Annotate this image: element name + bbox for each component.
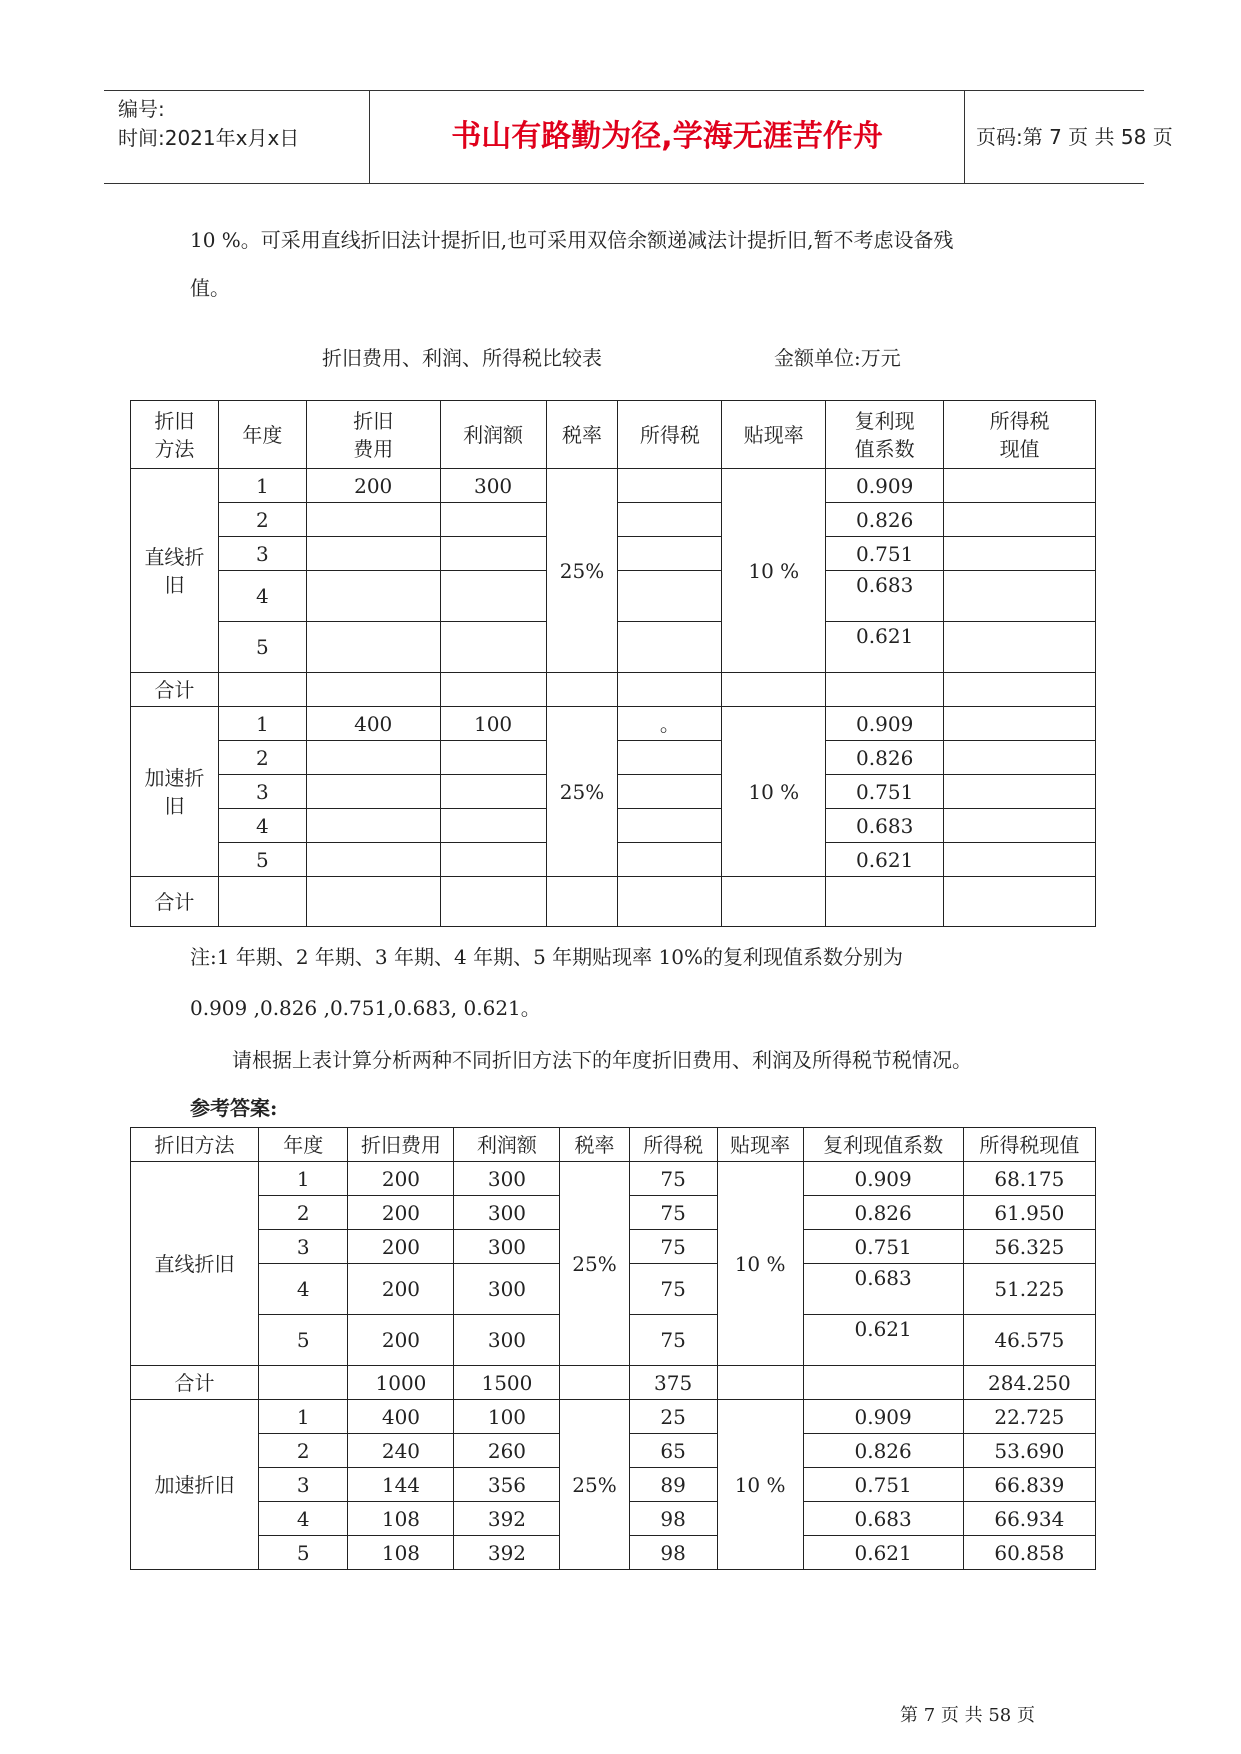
empty-cell xyxy=(717,1366,803,1400)
comparison-table-blank xyxy=(130,400,1096,927)
number-label: 编号: xyxy=(118,97,165,121)
header-cell: 折旧方法 xyxy=(131,1128,259,1162)
factor-cell: 0.751 xyxy=(826,537,944,571)
tax-cell xyxy=(618,775,722,809)
header-meta xyxy=(118,95,368,153)
factor-cell: 0.826 xyxy=(826,741,944,775)
factor-cell: 0.909 xyxy=(803,1162,963,1196)
factor-cell: 0.683 xyxy=(826,571,944,622)
pv-cell: 68.175 xyxy=(963,1162,1095,1196)
tax-cell: 75 xyxy=(629,1196,717,1230)
tax-cell xyxy=(618,503,722,537)
profit-cell xyxy=(440,809,546,843)
year-cell: 2 xyxy=(259,1196,348,1230)
table-row xyxy=(131,1162,1096,1196)
empty-cell xyxy=(546,877,618,927)
factor-cell: 0.909 xyxy=(826,707,944,741)
year-cell: 1 xyxy=(259,1162,348,1196)
factor-cell: 0.621 xyxy=(826,843,944,877)
header-divider xyxy=(369,91,370,183)
answer-title: 参考答案: xyxy=(190,1096,278,1120)
year-cell: 4 xyxy=(218,571,306,622)
discount-rate-cell: 10 % xyxy=(717,1162,803,1366)
header-divider xyxy=(964,91,965,183)
header-cell: 所得税 xyxy=(629,1128,717,1162)
unit-label: 金额单位:万元 xyxy=(774,346,901,370)
empty-cell xyxy=(618,673,722,707)
method-cell: 加速折旧 xyxy=(131,1400,259,1570)
factor-cell: 0.826 xyxy=(826,503,944,537)
pv-cell xyxy=(944,707,1096,741)
profit-cell xyxy=(440,622,546,673)
dep-cell xyxy=(306,741,440,775)
empty-cell xyxy=(944,673,1096,707)
tax-cell xyxy=(618,741,722,775)
tax-cell: 65 xyxy=(629,1434,717,1468)
factor-cell: 0.909 xyxy=(803,1400,963,1434)
header-cell: 贴现率 xyxy=(717,1128,803,1162)
profit-cell xyxy=(440,571,546,622)
empty-cell xyxy=(440,877,546,927)
dep-cell xyxy=(306,571,440,622)
header-cell: 利润额 xyxy=(454,1128,560,1162)
pv-cell: 66.839 xyxy=(963,1468,1095,1502)
header-cell: 折旧 方法 xyxy=(131,401,219,469)
header-cell: 所得税 现值 xyxy=(944,401,1096,469)
empty-cell xyxy=(722,877,826,927)
pv-cell: 56.325 xyxy=(963,1230,1095,1264)
tax-cell: 75 xyxy=(629,1315,717,1366)
header-cell: 所得税 xyxy=(618,401,722,469)
table-header-row xyxy=(131,401,1096,469)
year-cell: 4 xyxy=(259,1502,348,1536)
total-dep: 1000 xyxy=(348,1366,454,1400)
profit-cell: 300 xyxy=(454,1264,560,1315)
table-row xyxy=(131,707,1096,741)
dep-cell: 108 xyxy=(348,1502,454,1536)
header-cell: 年度 xyxy=(259,1128,348,1162)
dep-cell xyxy=(306,809,440,843)
tax-cell: 98 xyxy=(629,1502,717,1536)
instruction-text: 请根据上表计算分析两种不同折旧方法下的年度折旧费用、利润及所得税节税情况。 xyxy=(232,1048,972,1072)
profit-cell: 392 xyxy=(454,1502,560,1536)
pv-cell xyxy=(944,622,1096,673)
total-row xyxy=(131,673,1096,707)
factor-cell: 0.683 xyxy=(803,1264,963,1315)
intro-line-1: 10 %。可采用直线折旧法计提折旧,也可采用双倍余额递减法计提折旧,暂不考虑设备残 xyxy=(190,228,954,252)
year-cell: 3 xyxy=(218,775,306,809)
tax-cell: 75 xyxy=(629,1162,717,1196)
year-cell: 1 xyxy=(218,469,306,503)
factor-cell: 0.826 xyxy=(803,1196,963,1230)
dep-cell: 400 xyxy=(348,1400,454,1434)
total-row xyxy=(131,1366,1096,1400)
year-cell: 3 xyxy=(218,537,306,571)
note-line-1: 注:1 年期、2 年期、3 年期、4 年期、5 年期贴现率 10%的复利现值系数分别为 xyxy=(190,945,903,969)
pv-cell: 66.934 xyxy=(963,1502,1095,1536)
header-motto: 书山有路勤为径,学海无涯苦作舟 xyxy=(451,119,883,154)
pv-cell: 53.690 xyxy=(963,1434,1095,1468)
header-cell: 折旧 费用 xyxy=(306,401,440,469)
tax-rate-cell: 25% xyxy=(560,1400,629,1570)
table-row xyxy=(131,469,1096,503)
factor-cell: 0.621 xyxy=(826,622,944,673)
header-page-label: 页码:第 7 页 共 58 页 xyxy=(976,125,1173,149)
header-cell: 年度 xyxy=(218,401,306,469)
pv-cell: 61.950 xyxy=(963,1196,1095,1230)
year-cell: 3 xyxy=(259,1230,348,1264)
dep-cell xyxy=(306,775,440,809)
profit-cell: 100 xyxy=(454,1400,560,1434)
profit-cell: 100 xyxy=(440,707,546,741)
pv-cell xyxy=(944,469,1096,503)
dep-cell: 144 xyxy=(348,1468,454,1502)
header-cell: 利润额 xyxy=(440,401,546,469)
pv-cell xyxy=(944,741,1096,775)
header-cell: 所得税现值 xyxy=(963,1128,1095,1162)
year-cell: 5 xyxy=(218,622,306,673)
year-cell: 2 xyxy=(218,741,306,775)
total-profit: 1500 xyxy=(454,1366,560,1400)
dep-cell: 240 xyxy=(348,1434,454,1468)
dep-cell: 200 xyxy=(348,1264,454,1315)
discount-rate-cell: 10 % xyxy=(722,707,826,877)
method-cell: 直线折旧 xyxy=(131,1162,259,1366)
tax-rate-cell: 25% xyxy=(546,707,618,877)
factor-cell: 0.909 xyxy=(826,469,944,503)
dep-cell: 400 xyxy=(306,707,440,741)
dep-cell: 200 xyxy=(348,1230,454,1264)
tax-cell xyxy=(618,469,722,503)
year-cell: 2 xyxy=(259,1434,348,1468)
empty-cell xyxy=(440,673,546,707)
profit-cell: 392 xyxy=(454,1536,560,1570)
dep-cell xyxy=(306,503,440,537)
pv-cell: 22.725 xyxy=(963,1400,1095,1434)
factor-cell: 0.683 xyxy=(826,809,944,843)
profit-cell: 300 xyxy=(454,1196,560,1230)
profit-cell: 300 xyxy=(454,1315,560,1366)
dep-cell: 200 xyxy=(306,469,440,503)
total-label: 合计 xyxy=(131,673,219,707)
year-cell: 5 xyxy=(218,843,306,877)
dep-cell: 108 xyxy=(348,1536,454,1570)
tax-cell: 98 xyxy=(629,1536,717,1570)
factor-cell: 0.751 xyxy=(803,1468,963,1502)
profit-cell: 300 xyxy=(454,1162,560,1196)
pv-cell xyxy=(944,843,1096,877)
profit-cell: 356 xyxy=(454,1468,560,1502)
profit-cell xyxy=(440,843,546,877)
tax-cell: 75 xyxy=(629,1230,717,1264)
empty-cell xyxy=(560,1366,629,1400)
empty-cell xyxy=(944,877,1096,927)
intro-line-2: 值。 xyxy=(190,276,230,300)
dep-cell xyxy=(306,537,440,571)
profit-cell: 300 xyxy=(440,469,546,503)
method-cell: 直线折 旧 xyxy=(131,469,219,673)
table1-caption: 折旧费用、利润、所得税比较表 xyxy=(322,346,602,370)
empty-cell xyxy=(306,877,440,927)
empty-cell xyxy=(218,877,306,927)
header-cell: 折旧费用 xyxy=(348,1128,454,1162)
factor-cell: 0.621 xyxy=(803,1315,963,1366)
tax-cell xyxy=(618,571,722,622)
total-tax: 375 xyxy=(629,1366,717,1400)
pv-cell xyxy=(944,503,1096,537)
profit-cell xyxy=(440,503,546,537)
factor-cell: 0.826 xyxy=(803,1434,963,1468)
tax-cell: 75 xyxy=(629,1264,717,1315)
year-cell: 4 xyxy=(218,809,306,843)
total-row xyxy=(131,877,1096,927)
pv-cell xyxy=(944,775,1096,809)
tax-rate-cell: 25% xyxy=(560,1162,629,1366)
header-cell: 复利现 值系数 xyxy=(826,401,944,469)
total-label: 合计 xyxy=(131,877,219,927)
empty-cell xyxy=(546,673,618,707)
header-cell: 税率 xyxy=(560,1128,629,1162)
year-cell: 1 xyxy=(259,1400,348,1434)
pv-cell: 51.225 xyxy=(963,1264,1095,1315)
empty-cell xyxy=(803,1366,963,1400)
dep-cell xyxy=(306,622,440,673)
tax-cell xyxy=(618,622,722,673)
header-cell: 贴现率 xyxy=(722,401,826,469)
year-cell: 5 xyxy=(259,1536,348,1570)
profit-cell: 300 xyxy=(454,1230,560,1264)
discount-rate-cell: 10 % xyxy=(717,1400,803,1570)
year-cell: 3 xyxy=(259,1468,348,1502)
page-header xyxy=(104,90,1173,184)
empty-cell xyxy=(722,673,826,707)
empty-cell xyxy=(826,877,944,927)
tax-cell xyxy=(618,843,722,877)
tax-cell: 89 xyxy=(629,1468,717,1502)
profit-cell xyxy=(440,775,546,809)
pv-cell: 46.575 xyxy=(963,1315,1095,1366)
pv-cell xyxy=(944,537,1096,571)
total-pv: 284.250 xyxy=(963,1366,1095,1400)
factor-cell: 0.621 xyxy=(803,1536,963,1570)
dep-cell: 200 xyxy=(348,1196,454,1230)
year-cell: 2 xyxy=(218,503,306,537)
year-cell: 5 xyxy=(259,1315,348,1366)
factor-cell: 0.751 xyxy=(826,775,944,809)
profit-cell: 260 xyxy=(454,1434,560,1468)
tax-cell: 25 xyxy=(629,1400,717,1434)
pv-cell xyxy=(944,809,1096,843)
pv-cell xyxy=(944,571,1096,622)
dep-cell xyxy=(306,843,440,877)
empty-cell xyxy=(826,673,944,707)
tax-cell xyxy=(618,537,722,571)
table-row xyxy=(131,1400,1096,1434)
table-header-row xyxy=(131,1128,1096,1162)
header-cell: 复利现值系数 xyxy=(803,1128,963,1162)
total-label: 合计 xyxy=(131,1366,259,1400)
empty-cell xyxy=(306,673,440,707)
pv-cell: 60.858 xyxy=(963,1536,1095,1570)
dep-cell: 200 xyxy=(348,1315,454,1366)
tax-cell xyxy=(618,809,722,843)
tax-rate-cell: 25% xyxy=(546,469,618,673)
factor-cell: 0.751 xyxy=(803,1230,963,1264)
header-cell: 税率 xyxy=(546,401,618,469)
dep-cell: 200 xyxy=(348,1162,454,1196)
tax-cell: 。 xyxy=(618,707,722,741)
year-cell: 1 xyxy=(218,707,306,741)
profit-cell xyxy=(440,741,546,775)
note-line-2: 0.909 ,0.826 ,0.751,0.683, 0.621。 xyxy=(190,996,541,1020)
page-footer: 第 7 页 共 58 页 xyxy=(900,1705,1035,1726)
year-cell: 4 xyxy=(259,1264,348,1315)
factor-cell: 0.683 xyxy=(803,1502,963,1536)
discount-rate-cell: 10 % xyxy=(722,469,826,673)
answer-table xyxy=(130,1127,1096,1570)
empty-cell xyxy=(218,673,306,707)
empty-cell xyxy=(259,1366,348,1400)
profit-cell xyxy=(440,537,546,571)
empty-cell xyxy=(618,877,722,927)
time-label: 时间:2021年x月x日 xyxy=(118,126,300,150)
method-cell: 加速折 旧 xyxy=(131,707,219,877)
